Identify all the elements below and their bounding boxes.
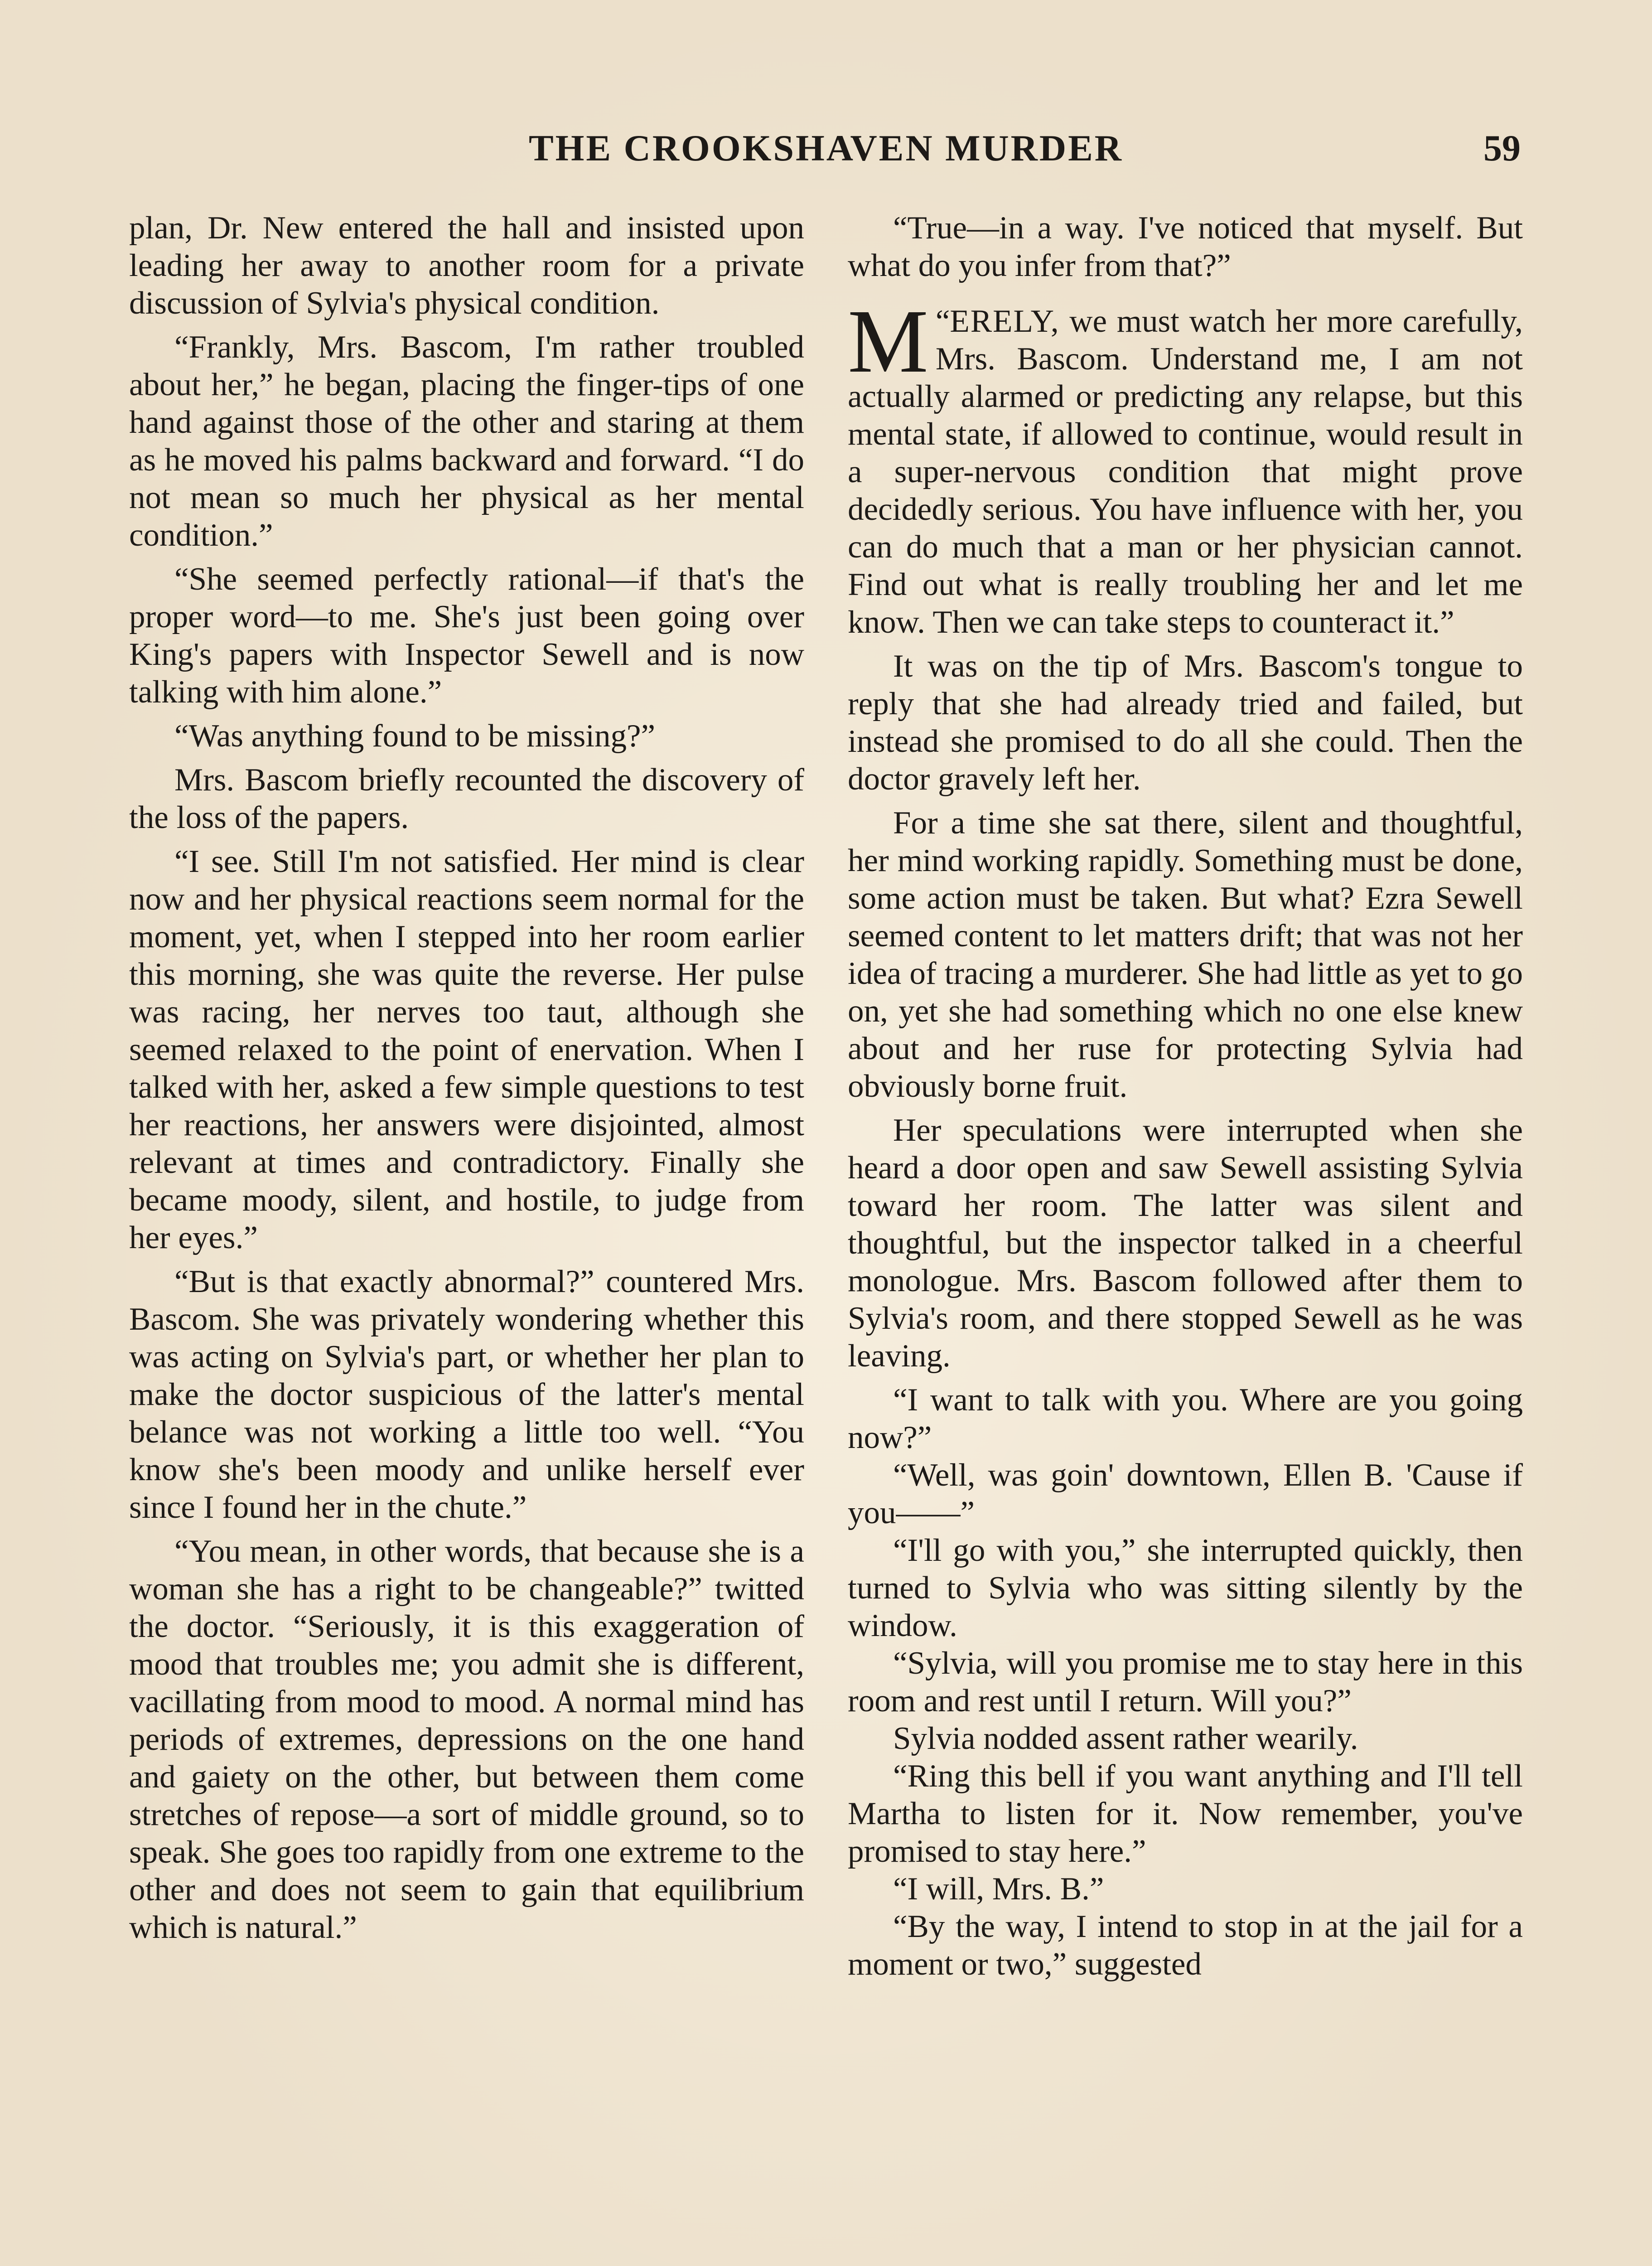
paragraph: “Sylvia, will you promise me to stay here in this room and rest until I return. Will you?” [848,1646,1523,1719]
running-head [127,119,1525,178]
paragraph: “Was anything found to be missing?” [174,718,656,754]
dropcap-open-quote: “ [935,304,950,339]
paragraph: “She seemed perfectly rational—if that's the proper word—to me. She's just been going over King's papers with Inspector Sewell and is now talking with him alone.” [129,562,804,710]
paragraph: Mrs. Bascom briefly recounted the discovery of the loss of the papers. [129,762,804,835]
paragraph: For a time she sat there, silent and thoughtful, her mind working rapidly. Something must be done, some action must be taken. But what? Ezra Sewell seemed content to let matters drift; that was not her idea of tracing a murderer. She had little as yet to go on, yet she had something which no one else knew about and her ruse for protecting Sylvia had obviously borne fruit. [848,805,1523,1104]
paragraph: “I want to talk with you. Where are you going now?” [848,1382,1523,1455]
paragraph: “You mean, in other words, that because she is a woman she has a right to be changeable?” twitted the doctor. “Seriously, it is this exaggeration of mood that troubles me; you admit she is different, vacillating from mood to mood. A normal mind has periods of extremes, depressions on the one hand and gaiety on the other, but between them come stretches of repose—a sort of middle ground, so to speak. She goes too rapidly from one extreme to the other and does not seem to gain that equilibrium which is natural.” [129,1534,804,1945]
left-column [129,209,804,2266]
paragraph: “I'll go with you,” she interrupted quickly, then turned to Sylvia who was sitting silently by the window. [848,1533,1523,1643]
dropcap-lead-word: ERELY, [950,304,1060,339]
paragraph: “Frankly, Mrs. Bascom, I'm rather troubled about her,” he began, placing the finger-tips of one hand against those of the other and staring at them as he moved his palms backward and forward. “I do not mean so much her physical as her mental condition.” [129,329,804,553]
dropcap-letter: M [848,291,928,392]
right-column [848,209,1523,2266]
paragraph: “I see. Still I'm not satisfied. Her mind is clear now and her physical reactions seem normal for the moment, yet, when I stepped into her room earlier this morning, she was quite the reverse. Her pulse was racing, her nerves too taut, although she seemed relaxed to the point of enervation. When I talked with her, asked a few simple questions to test her reactions, her answers were disjointed, almost relevant at times and contradictory. Finally she became moody, silent, and hostile, to judge from her eyes.” [129,844,804,1255]
paragraph: Her speculations were interrupted when she heard a door open and saw Sewell assisting Sylvia toward her room. The latter was silent and thoughtful, but the inspector talked in a cheerful monologue. Mrs. Bascom followed after them to Sylvia's room, and there stopped Sewell as he was leaving. [848,1113,1523,1374]
paragraph: “I will, Mrs. B.” [893,1871,1104,1907]
paragraph: Sylvia nodded assent rather wearily. [893,1721,1358,1756]
dropcap-paragraph-text: we must watch her more carefully, Mrs. Bascom. Understand me, I am not actually alarmed or predicting any relapse, but this mental state, if allowed to continue, would result in a super-nervous condition that might prove decidedly serious. You have influence with her, you can do much that a man or her physician cannot. Find out what is really troubling her and let me know. Then we can take steps to counteract it.” [848,304,1523,640]
page-number: 59 [1483,127,1521,169]
paragraph: It was on the tip of Mrs. Bascom's tongue to reply that she had already tried and failed, but instead she promised to do all she could. Then the doctor gravely left her. [848,649,1523,797]
paragraph: “Well, was goin' downtown, Ellen B. 'Cause if you——” [848,1457,1523,1530]
paragraph: “By the way, I intend to stop in at the jail for a moment or two,” suggested [848,1909,1523,1982]
paragraph: “Ring this bell if you want anything and I'll tell Martha to listen for it. Now remember, you've promised to stay here.” [848,1758,1523,1869]
paragraph: “But is that exactly abnormal?” countered Mrs. Bascom. She was privately wondering whether this was acting on Sylvia's part, or whether her plan to make the doctor suspicious of the latter's mental belance was not working a little too well. “You know she's been moody and unlike herself ever since I found her in the chute.” [129,1264,804,1525]
dropcap-paragraph [848,291,1523,641]
paragraph: “True—in a way. I've noticed that myself. But what do you infer from that?” [848,210,1523,283]
paragraph: plan, Dr. New entered the hall and insisted upon leading her away to another room for a private discussion of Sylvia's physical condition. [129,210,804,321]
running-title: THE CROOKSHAVEN MURDER [528,127,1124,169]
